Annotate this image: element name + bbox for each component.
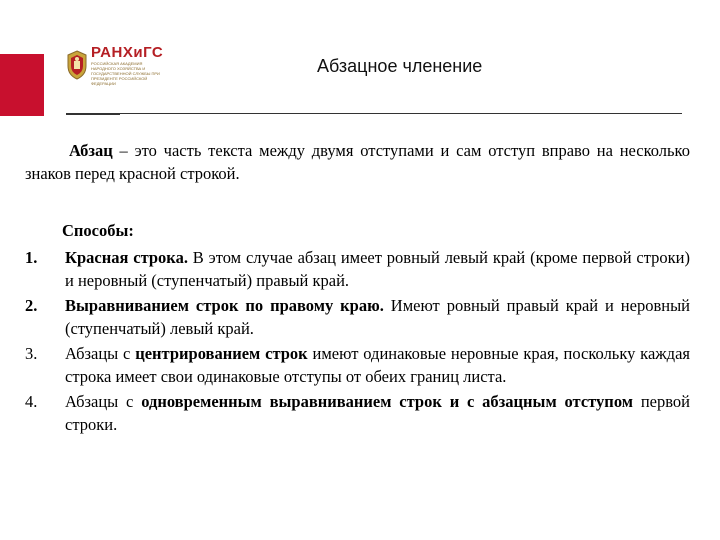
emblem-icon bbox=[66, 50, 88, 80]
slide-title: Абзацное членение bbox=[317, 56, 483, 76]
item-text bbox=[65, 342, 690, 388]
item-number: 4. bbox=[25, 392, 38, 411]
definition-text: – это часть текста между двумя отступами и сам отступ вправо на несколько знаков перед красной строкой. bbox=[25, 141, 690, 183]
logo-name: РАНХиГС bbox=[91, 43, 164, 61]
item-number: 3. bbox=[25, 344, 38, 363]
red-accent-bar bbox=[0, 54, 44, 116]
methods-title: Способы: bbox=[62, 221, 134, 240]
item-bold: одновременным выравниванием строк и с абзацным отступом bbox=[141, 392, 633, 411]
definition-paragraph bbox=[25, 139, 690, 185]
item-bold: Выравниванием строк по правому краю. bbox=[65, 296, 384, 315]
item-pre: Абзацы с bbox=[65, 392, 142, 411]
list-item bbox=[25, 294, 690, 340]
item-rest: В этом случае абзац имеет ровный левый край (кроме первой строки) и неровный (ступенчатый) правый край. bbox=[65, 248, 690, 290]
definition-term: Абзац bbox=[69, 141, 113, 160]
list-item bbox=[25, 342, 690, 388]
logo-subtitle: РОССИЙСКАЯ АКАДЕМИЯ НАРОДНОГО ХОЗЯЙСТВА И ГОСУДАРСТВЕННОЙ СЛУЖБЫ ПРИ ПРЕЗИДЕНТЕ РОССИЙСКОЙ ФЕДЕРАЦИИ bbox=[91, 60, 160, 86]
ranepa-logo bbox=[66, 43, 164, 86]
item-rest: Имеют ровный правый край и неровный (ступенчатый) левый край. bbox=[65, 296, 691, 338]
item-bold: Красная строка. bbox=[65, 248, 188, 267]
item-number: 1. bbox=[25, 248, 38, 267]
methods-list bbox=[25, 246, 690, 438]
item-text bbox=[65, 294, 690, 340]
item-rest: первой строки. bbox=[65, 392, 690, 434]
list-item bbox=[25, 390, 690, 436]
item-number: 2. bbox=[25, 296, 38, 315]
item-pre: Абзацы с bbox=[65, 344, 136, 363]
list-item bbox=[25, 246, 690, 292]
header-divider-accent bbox=[66, 113, 120, 115]
item-rest: имеют одинаковые неровные края, поскольку каждая строка имеет свои одинаковые отступы от обеих границ листа. bbox=[65, 344, 690, 386]
header-divider bbox=[66, 113, 682, 114]
item-text bbox=[65, 390, 690, 436]
item-bold: центрированием строк bbox=[135, 344, 308, 363]
item-text bbox=[65, 246, 690, 292]
